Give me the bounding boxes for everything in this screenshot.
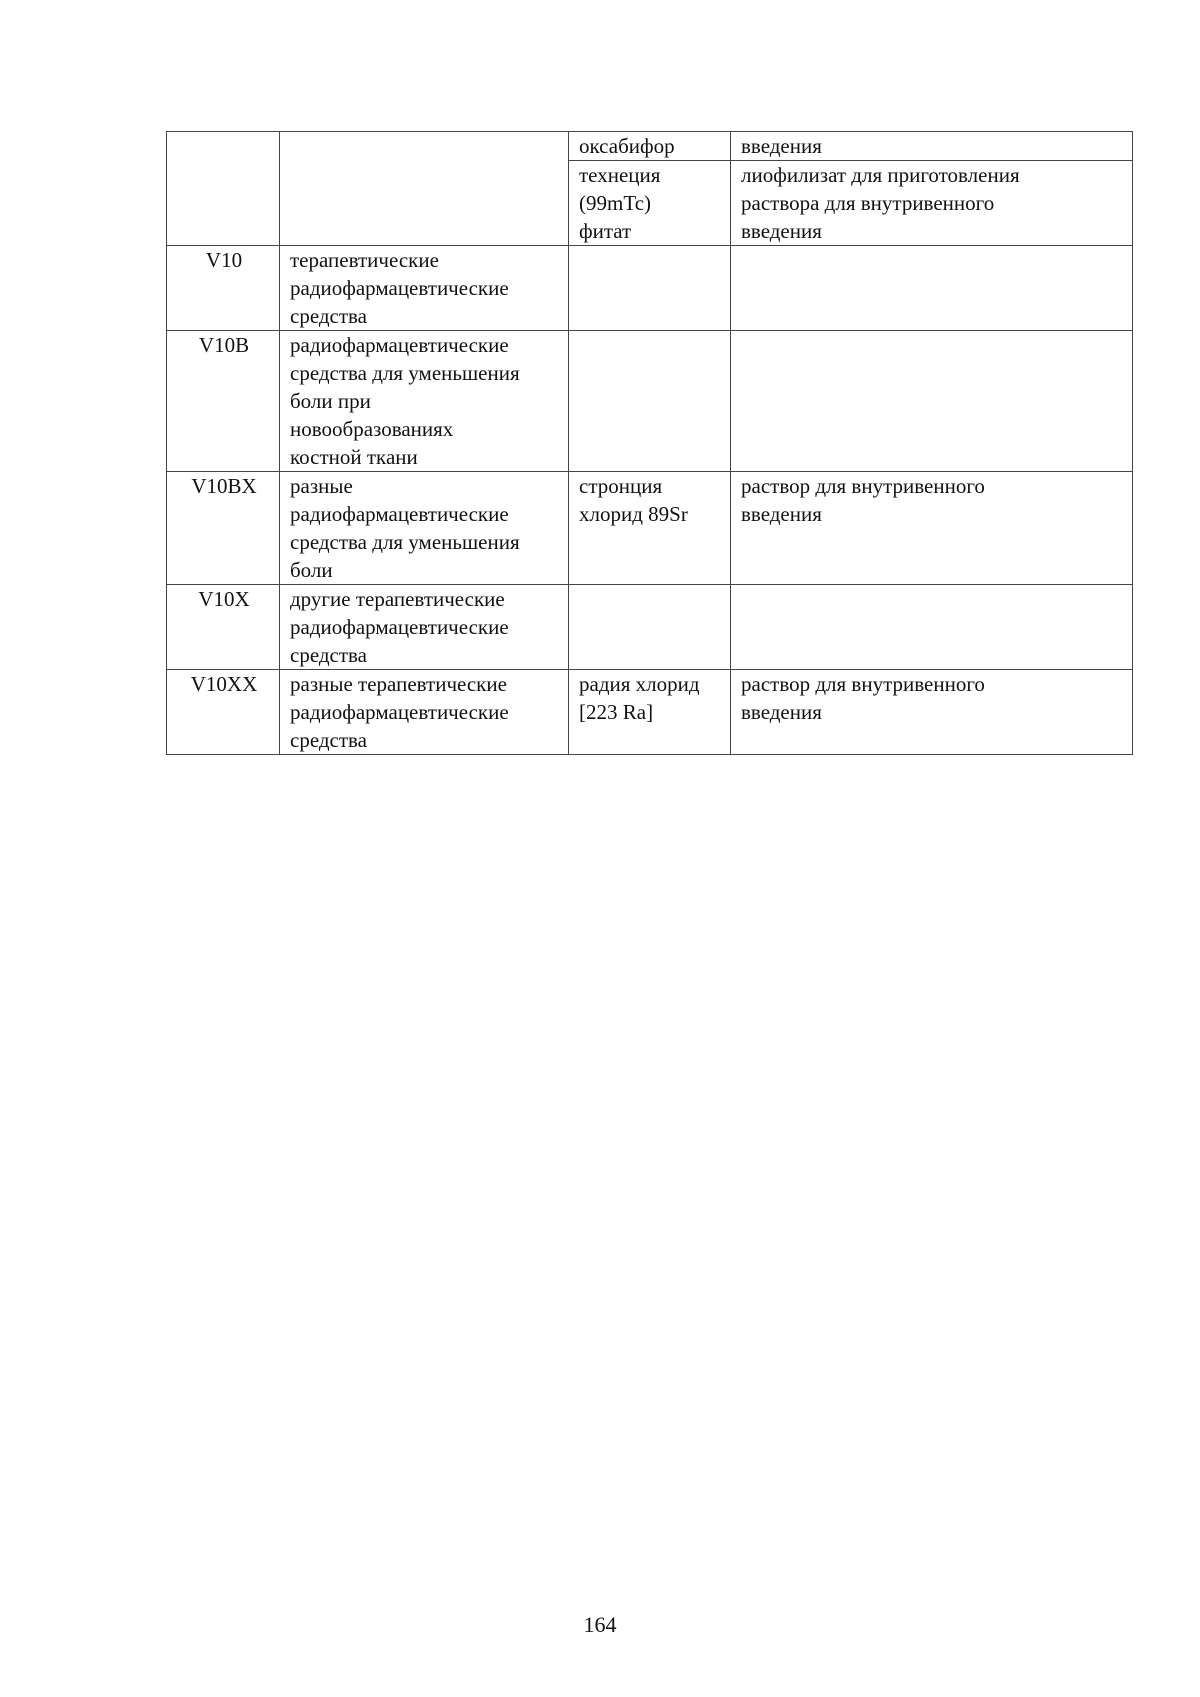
cell-line: средства для уменьшения <box>290 361 520 385</box>
cell-line: боли <box>290 558 333 582</box>
cell-line: введения <box>741 134 822 158</box>
cell-line: фитат <box>579 219 632 243</box>
table-row <box>167 670 1133 755</box>
cell-line: раствор для внутривенного <box>741 672 985 696</box>
atc-code: V10X <box>198 587 250 611</box>
code-cell <box>167 585 280 670</box>
code-cell <box>167 670 280 755</box>
cell-line: хлорид 89Sr <box>579 502 688 526</box>
cell-line: введения <box>741 502 822 526</box>
cell-line: радиофармацевтические <box>290 615 509 639</box>
cell-line: разные <box>290 474 353 498</box>
cell-line: разные терапевтические <box>290 672 507 696</box>
drug-classification-table <box>166 131 1133 755</box>
table-row <box>167 472 1133 585</box>
group-cell <box>280 472 569 585</box>
form-cell <box>731 472 1133 585</box>
cell-line: оксабифор <box>579 134 675 158</box>
cell-line: другие терапевтические <box>290 587 505 611</box>
cell-line: раствор для внутривенного <box>741 474 985 498</box>
table-row <box>167 585 1133 670</box>
substance-cell <box>569 472 731 585</box>
atc-code: V10 <box>205 248 243 272</box>
cell-line: введения <box>741 219 822 243</box>
atc-code: V10XX <box>190 672 258 696</box>
group-cell <box>280 246 569 331</box>
cell-line: терапевтические <box>290 248 439 272</box>
cell-line: средства <box>290 643 368 667</box>
cell-line: лиофилизат для приготовления <box>741 163 1020 187</box>
group-cell <box>280 331 569 472</box>
cell-line: новообразованиях <box>290 417 454 441</box>
table-row <box>167 331 1133 472</box>
cell-line: радия хлорид <box>579 672 700 696</box>
substance-cell <box>569 670 731 755</box>
page-number: 164 <box>583 1612 617 1637</box>
group-cell <box>280 132 569 246</box>
cell-line: средства <box>290 728 368 752</box>
form-cell <box>731 331 1133 472</box>
cell-line: радиофармацевтические <box>290 276 509 300</box>
atc-code: V10BX <box>191 474 257 498</box>
cell-line: технеция <box>579 163 661 187</box>
group-cell <box>280 670 569 755</box>
form-cell <box>731 585 1133 670</box>
table-row <box>167 246 1133 331</box>
cell-line: боли при <box>290 389 371 413</box>
substance-cell <box>569 246 731 331</box>
substance-cell <box>569 132 731 161</box>
form-cell <box>731 670 1133 755</box>
code-cell <box>167 331 280 472</box>
cell-line: костной ткани <box>290 445 418 469</box>
form-cell <box>731 161 1133 246</box>
cell-line: радиофармацевтические <box>290 700 509 724</box>
cell-line: раствора для внутривенного <box>741 191 995 215</box>
code-cell <box>167 246 280 331</box>
form-cell <box>731 246 1133 331</box>
atc-code: V10B <box>198 333 250 357</box>
cell-line: [223 Ra] <box>579 700 654 724</box>
cell-line: средства для уменьшения <box>290 530 520 554</box>
substance-cell <box>569 585 731 670</box>
cell-line: стронция <box>579 474 663 498</box>
table-row <box>167 132 1133 161</box>
group-cell <box>280 585 569 670</box>
form-cell <box>731 132 1133 161</box>
substance-cell <box>569 331 731 472</box>
table-body <box>167 132 1133 755</box>
cell-line: радиофармацевтические <box>290 333 509 357</box>
cell-line: (99mTc) <box>579 191 652 215</box>
code-cell <box>167 132 280 246</box>
code-cell <box>167 472 280 585</box>
substance-cell <box>569 161 731 246</box>
cell-line: радиофармацевтические <box>290 502 509 526</box>
cell-line: введения <box>741 700 822 724</box>
cell-line: средства <box>290 304 368 328</box>
